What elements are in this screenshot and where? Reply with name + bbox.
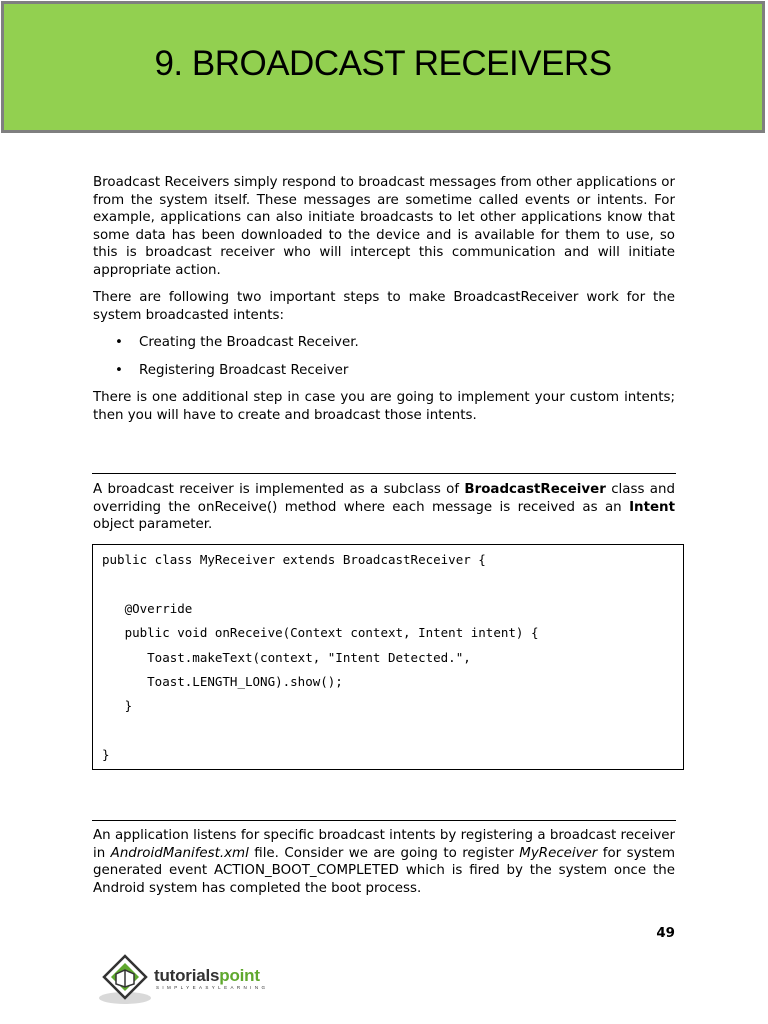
code-line: @Override — [102, 600, 193, 616]
logo-word-part: tutorials — [154, 966, 220, 985]
code-line: Toast.LENGTH_LONG).show(); — [102, 673, 343, 689]
registration-text: An application listens for specific broadcast intents by registering a broadcast receiver in — [93, 828, 675, 861]
steps-intro-paragraph: There are following two important steps to make BroadcastReceiver work for the system broadcasted intents: — [93, 290, 675, 323]
logo-emblem-icon — [96, 952, 156, 1008]
class-name: BroadcastReceiver — [464, 482, 606, 497]
logo-word-accent: point — [219, 966, 260, 985]
registration-paragraph — [93, 827, 675, 897]
code-line — [102, 722, 683, 746]
registration-text: for system generated event ACTION_BOOT_COMPLETED which is fired by the system once the Android system has completed the boot process. — [93, 845, 676, 896]
tutorialspoint-logo — [96, 952, 316, 1008]
logo-wordmark — [154, 966, 260, 986]
implementation-text: A broadcast receiver is implemented as a subclass of — [93, 482, 465, 497]
code-line — [102, 575, 683, 599]
page-number: 49 — [656, 926, 675, 941]
section-divider — [92, 473, 676, 474]
implementation-paragraph — [93, 481, 675, 534]
receiver-name: MyReceiver — [519, 845, 598, 861]
registration-text: file. Consider we are going to register — [248, 845, 520, 861]
code-line: Toast.makeText(context, "Intent Detected.", — [102, 649, 471, 665]
implementation-text: class and overriding the onReceive() method where each message is received as an — [93, 482, 675, 515]
code-line: } — [102, 747, 110, 763]
implementation-text: object parameter. — [93, 517, 213, 532]
intro-paragraph: Broadcast Receivers simply respond to broadcast messages from other applications or from the system itself. These messages are sometime called events or intents. For example, applications can also initiate broadcasts to let other applications know that some data has been downloaded to the device and is available for them to use, so this is broadcast receiver who will intercept this communication and will initiate appropriate action. — [93, 175, 675, 278]
chapter-banner — [1, 1, 765, 133]
section-divider — [92, 820, 676, 821]
logo-tagline: SIMPLYEASYLEARNING — [156, 985, 269, 990]
list-item: • Registering Broadcast Receiver — [115, 362, 359, 390]
list-item: • Creating the Broadcast Receiver. — [115, 334, 359, 362]
steps-list — [115, 334, 359, 390]
manifest-file-name: AndroidManifest.xml — [110, 845, 249, 861]
code-line: public void onReceive(Context context, Intent intent) { — [102, 625, 539, 641]
extra-step-paragraph: There is one additional step in case you are going to implement your custom intents; then you will have to create and broadcast those intents. — [93, 390, 675, 423]
intent-word: Intent — [629, 499, 675, 515]
code-line: } — [102, 698, 133, 714]
code-block — [92, 544, 684, 770]
chapter-title: 9. BROADCAST RECEIVERS — [154, 44, 612, 83]
code-line: public class MyReceiver extends BroadcastReceiver { — [102, 552, 486, 567]
